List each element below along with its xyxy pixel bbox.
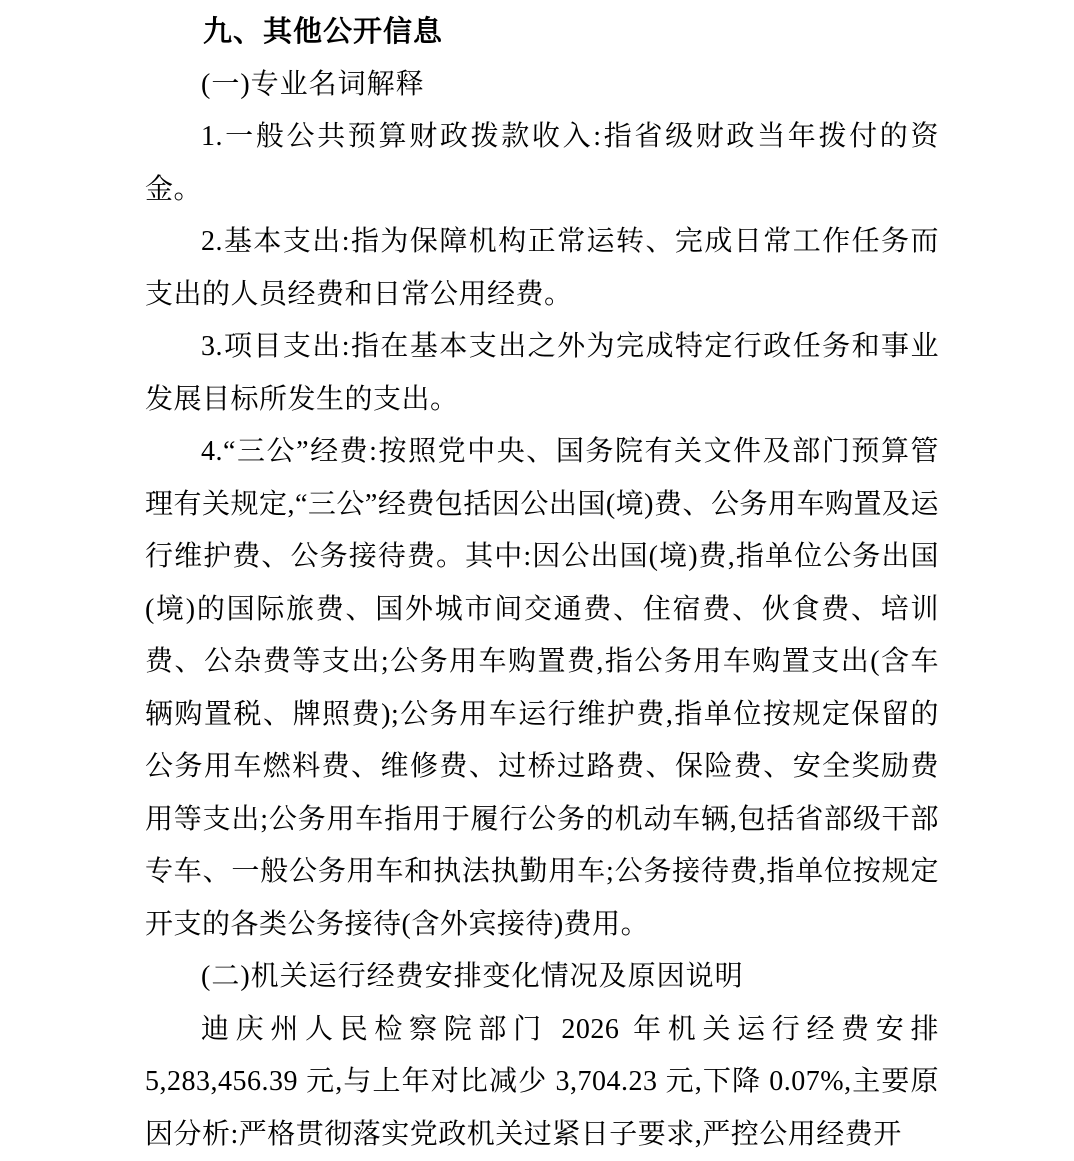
operating-expense-explanation-paragraph: 迪庆州人民检察院部门 2026 年机关运行经费安排 5,283,456.39 元,与上年对比减少 3,704.23 元,下降 0.07%,主要原因分析:严格贯彻落实党政机关过紧日子要求,严控公用经费开 bbox=[145, 1004, 939, 1161]
section-title: 九、其他公开信息 bbox=[145, 6, 939, 59]
subsection-2-heading: (二)机关运行经费安排变化情况及原因说明 bbox=[145, 951, 939, 1004]
term-definition-3: 3.项目支出:指在基本支出之外为完成特定行政任务和事业发展目标所发生的支出。 bbox=[145, 321, 939, 426]
term-definition-1: 1.一般公共预算财政拨款收入:指省级财政当年拨付的资金。 bbox=[145, 111, 939, 216]
term-definition-2: 2.基本支出:指为保障机构正常运转、完成日常工作任务而支出的人员经费和日常公用经费。 bbox=[145, 216, 939, 321]
term-definition-4: 4.“三公”经费:按照党中央、国务院有关文件及部门预算管理有关规定,“三公”经费包括因公出国(境)费、公务用车购置及运行维护费、公务接待费。其中:因公出国(境)费,指单位公务出国(境)的国际旅费、国外城市间交通费、住宿费、伙食费、培训费、公杂费等支出;公务用车购置费,指公务用车购置支出(含车辆购置税、牌照费);公务用车运行维护费,指单位按规定保留的公务用车燃料费、维修费、过桥过路费、保险费、安全奖励费用等支出;公务用车指用于履行公务的机动车辆,包括省部级干部专车、一般公务用车和执法执勤用车;公务接待费,指单位按规定开支的各类公务接待(含外宾接待)费用。 bbox=[145, 426, 939, 951]
subsection-1-heading: (一)专业名词解释 bbox=[145, 59, 939, 112]
